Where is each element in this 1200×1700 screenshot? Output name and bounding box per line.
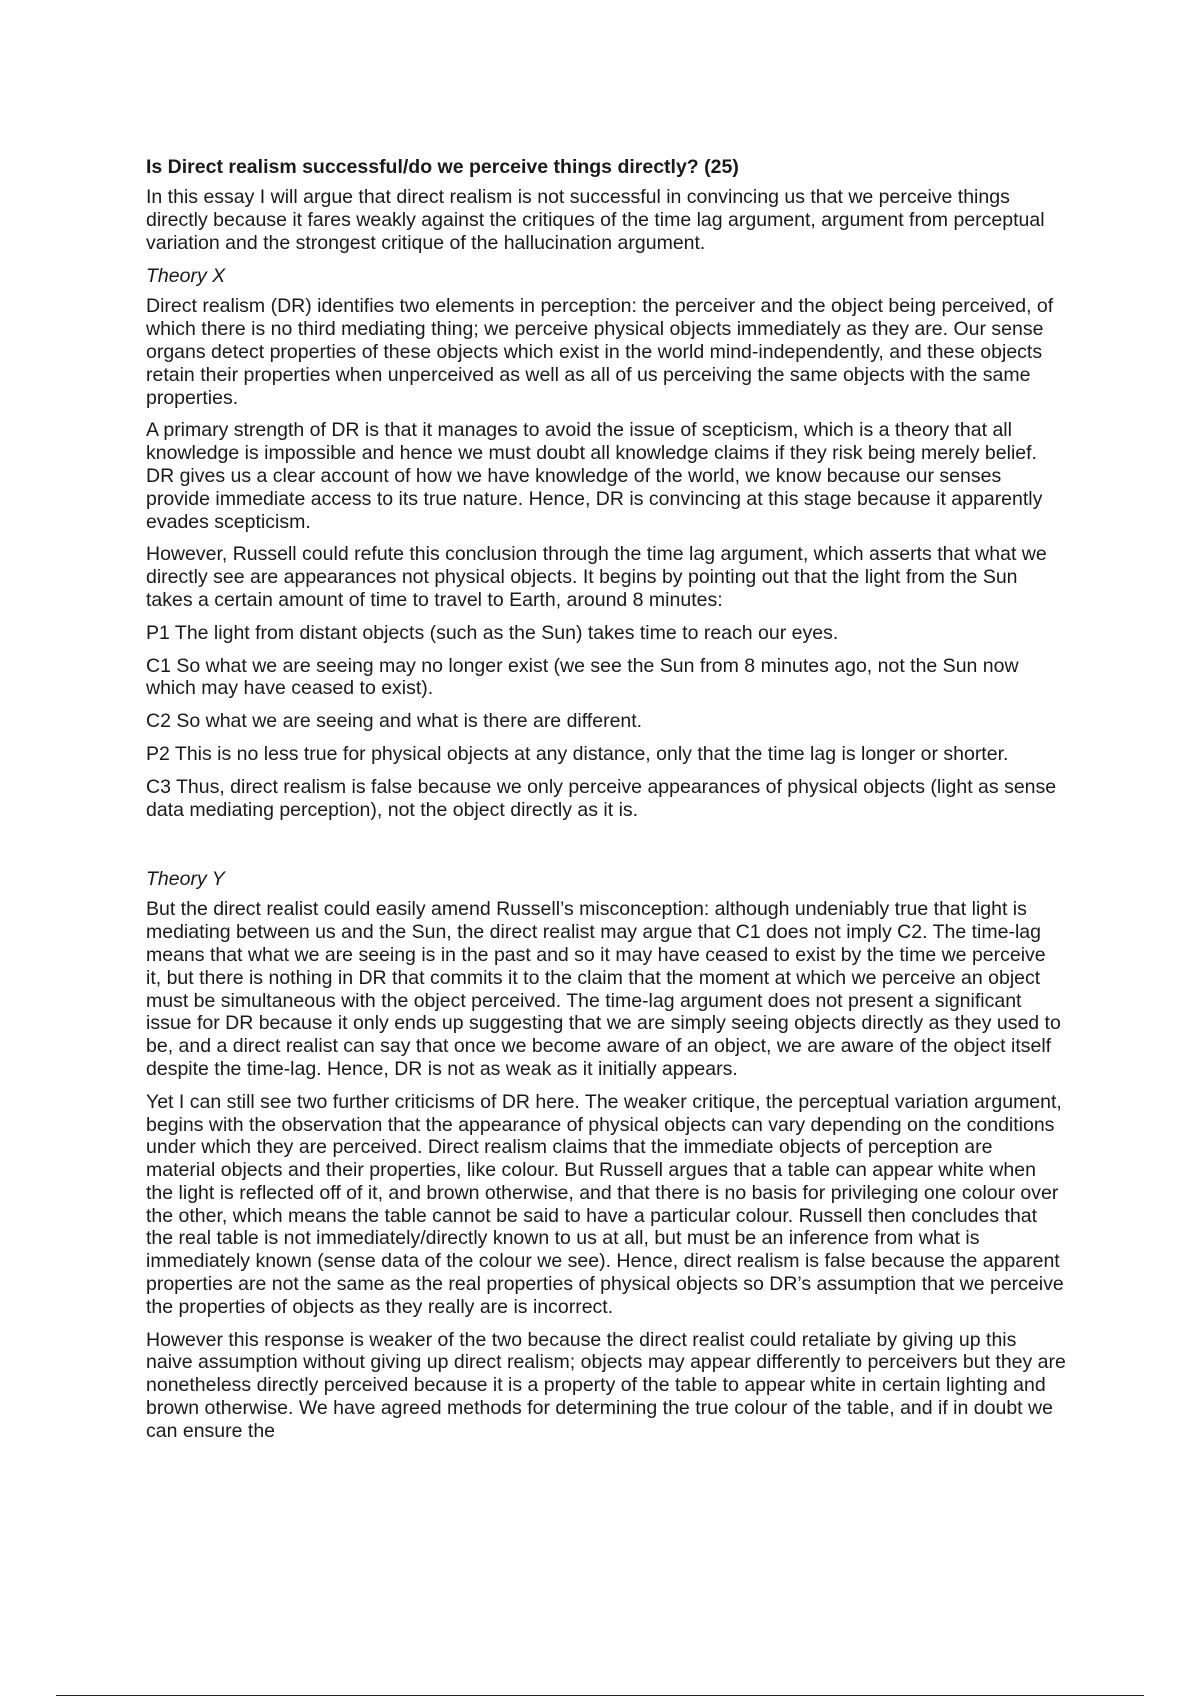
paragraph: However, Russell could refute this conclusion through the time lag argument, which asserts that what we directly see are appearances not physical objects. It begins by pointing out that the light from the Sun takes a certain amount of time to travel to Earth, around 8 minutes: [146, 543, 1047, 611]
intro-paragraph: In this essay I will argue that direct realism is not successful in convincing us that we perceive things directly because it fares weakly against the critiques of the time lag argument, argument from perceptual variation and the strongest critique of the hallucination argument. [146, 186, 1045, 254]
paragraph: A primary strength of DR is that it manages to avoid the issue of scepticism, which is a theory that all knowledge is impossible and hence we must doubt all knowledge claims if they risk being merely belief. DR gives us a clear account of how we have knowledge of the world, we know because our senses provide immediate access to its true nature. Hence, DR is convincing at this stage because it apparently evades scepticism. [146, 419, 1043, 533]
section-heading-theory-x: Theory X [146, 265, 226, 288]
premise-p2: P2 This is no less true for physical objects at any distance, only that the time lag is longer or shorter. [146, 742, 1009, 765]
paragraph: Direct realism (DR) identifies two elements in perception: the perceiver and the object being perceived, of which there is no third mediating thing; we perceive physical objects immediately as they are. Our sense organs detect properties of these objects which exist in the world mind-independently, and these objects retain their properties when unperceived as well as all of us perceiving the same objects with the same properties. [146, 295, 1054, 409]
section-spacer [146, 831, 1066, 867]
paragraph: But the direct realist could easily amend Russell’s misconception: although undeniably true that light is mediating between us and the Sun, the direct realist may argue that C1 does not imply C2. The time-lag means that what we are seeing is in the past and so it may have ceased to exist by the time we perceive it, but there is nothing in DR that commits it to the claim that the moment at which we perceive an object must be simultaneous with the object perceived. The time-lag argument does not present a significant issue for DR because it only ends up suggesting that we are simply seeing objects directly as they used to be, and a direct realist can say that once we become aware of an object, we are aware of the object itself despite the time-lag. Hence, DR is not as weak as it initially appears. [146, 898, 1061, 1080]
conclusion-c2: C2 So what we are seeing and what is there are different. [146, 710, 643, 733]
footer-rule [56, 1695, 1144, 1696]
conclusion-c3: C3 Thus, direct realism is false because we only perceive appearances of physical objects (light as sense data mediating perception), not the object directly as it is. [146, 775, 1057, 821]
conclusion-c1: C1 So what we are seeing may no longer exist (we see the Sun from 8 minutes ago, not the Sun now which may have ceased to exist). [146, 654, 1019, 700]
premise-p1: P1 The light from distant objects (such as the Sun) takes time to reach our eyes. [146, 621, 839, 644]
essay-title: Is Direct realism successful/do we perceive things directly? (25) [146, 156, 739, 178]
paragraph: However this response is weaker of the two because the direct realist could retaliate by giving up this naive assumption without giving up direct realism; objects may appear differently to perceivers but they are nonetheless directly perceived because it is a property of the table to appear white in certain lighting and brown otherwise. We have agreed methods for determining the true colour of the table, and if in doubt we can ensure the [146, 1328, 1066, 1442]
section-heading-theory-y: Theory Y [146, 868, 225, 891]
paragraph: Yet I can still see two further criticisms of DR here. The weaker critique, the perceptual variation argument, begins with the observation that the appearance of physical objects can vary depending on the conditions under which they are perceived. Direct realism claims that the immediate objects of perception are material objects and their properties, like colour. But Russell argues that a table can appear white when the light is reflected off of it, and brown otherwise, and that there is no basis for privileging one colour over the other, which means the table cannot be said to have a particular colour. Russell then concludes that the real table is not immediately/directly known to us at all, but must be an inference from what is immediately known (sense data of the colour we see). Hence, direct realism is false because the apparent properties are not the same as the real properties of physical objects so DR’s assumption that we perceive the properties of objects as they really are is incorrect. [146, 1090, 1064, 1318]
document-page [146, 155, 1066, 1453]
